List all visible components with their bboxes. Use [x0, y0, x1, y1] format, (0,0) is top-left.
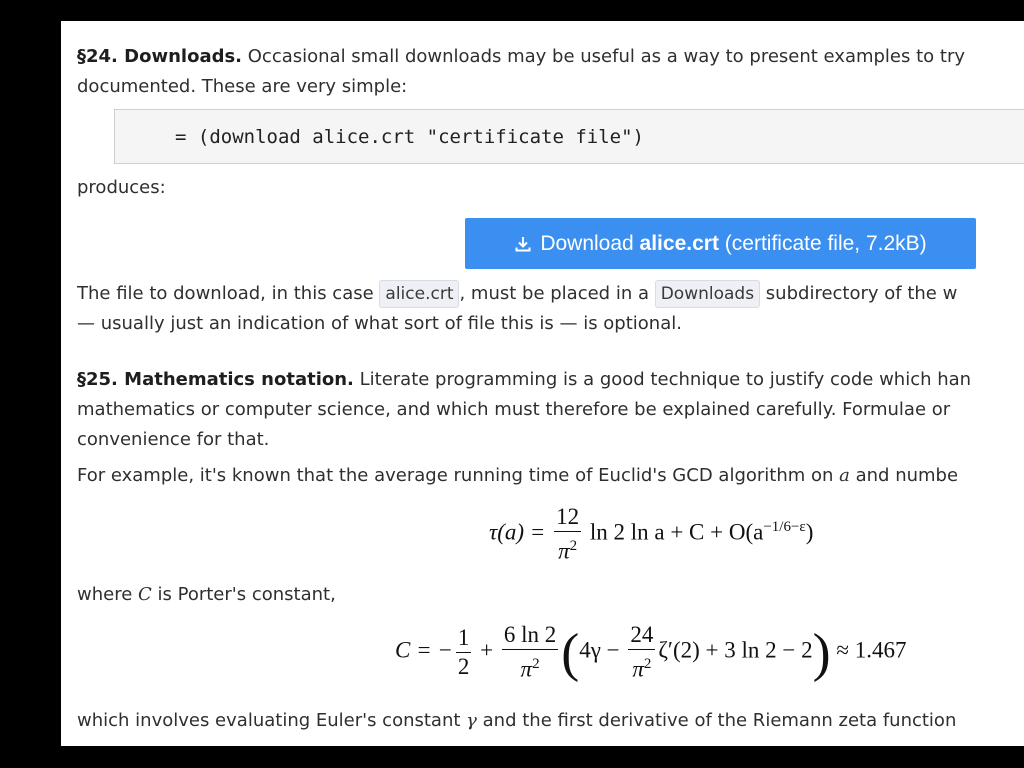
code-line: = (download alice.crt "certificate file"): [175, 126, 644, 148]
sec25-line1: [77, 365, 971, 395]
sec24-intro-text: Occasional small downloads may be useful as a way to present examples to try: [242, 46, 966, 67]
download-label: Download alice.crt (certificate file, 7.2kB): [540, 231, 927, 255]
sec24-line1: [77, 42, 965, 72]
directory-code: Downloads: [655, 280, 760, 308]
sec24-line2: documented. These are very simple:: [77, 76, 408, 97]
sec24-para-line2: — usually just an indication of what sort of file this is — is optional.: [77, 313, 682, 334]
produces-label: produces:: [77, 177, 166, 198]
sec25-intro-text: Literate programming is a good technique to justify code which han: [353, 369, 972, 390]
equation-porter: C = − $\frac{1}{2}$ + $\frac{6 \ln 2}{\pi^2}$ (4γ − $\frac{24}{\pi^2}$ ζ′(2) + 3 ln 2 − 2) ≈ 1.467: [395, 622, 907, 683]
sec24-para-line1: The file to download, in this case alice.crt , must be placed in a Downloads subdirectory of the w: [77, 279, 957, 309]
filename-code: alice.crt: [379, 280, 459, 308]
example-paragraph: For example, it's known that the average running time of Euclid's GCD algorithm on a and numbe: [77, 465, 959, 486]
content-page: [61, 21, 1024, 746]
sec24-heading: §24. Downloads.: [77, 46, 243, 67]
var-C: C: [138, 584, 152, 605]
download-button[interactable]: [465, 218, 976, 269]
download-filename: alice.crt: [639, 231, 719, 255]
code-block: [114, 109, 1024, 164]
var-gamma: γ: [466, 710, 477, 731]
equation-tau: τ(a) = $\frac{12}{\pi^2}$ ln 2 $\ln a + C + O(a^{-1/6-\varepsilon})$: [489, 504, 814, 564]
sec25-line3: convenience for that.: [77, 429, 270, 450]
download-icon: [514, 235, 532, 253]
var-a: a: [839, 465, 850, 486]
sec25-line2: mathematics or computer science, and which must therefore be explained carefully. Formulae or: [77, 399, 951, 420]
sec25-heading: §25. Mathematics notation.: [77, 369, 354, 390]
final-paragraph: which involves evaluating Euler's constant γ and the first derivative of the Riemann zeta function: [77, 710, 957, 731]
where-paragraph: where C is Porter's constant,: [77, 584, 336, 605]
